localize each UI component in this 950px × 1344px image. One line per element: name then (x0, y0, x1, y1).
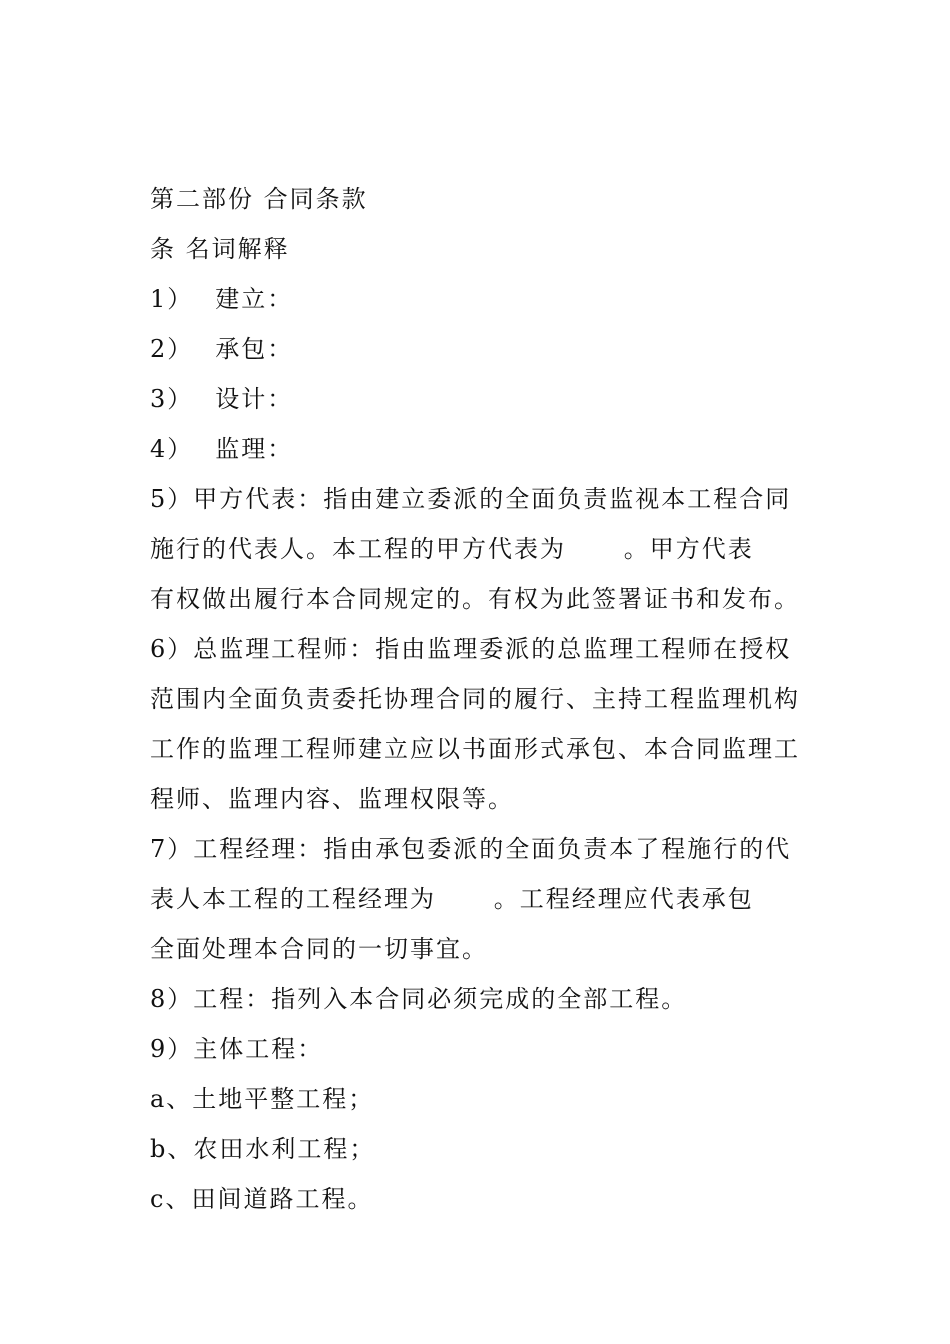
paragraph-line: 8）工程：指列入本合同必须完成的全部工程。 (150, 985, 688, 1013)
section-title: 第二部份 合同条款 (150, 185, 368, 213)
list-item (150, 274, 810, 324)
document-body (150, 174, 810, 1224)
list-item (150, 374, 810, 424)
paragraph-line: 全面处理本合同的一切事宜。 (150, 935, 488, 963)
item-number: 2） (150, 335, 194, 363)
article-title: 条 名词解释 (150, 235, 290, 263)
paragraph-line: 5）甲方代表：指由建立委派的全面负责监视本工程合同 (150, 485, 792, 513)
paragraph-line: 工作的监理工程师建立应以书面形式承包、本合同监理工 (150, 735, 800, 763)
sub-list-item: c、田间道路工程。 (150, 1185, 374, 1213)
list-item (150, 324, 810, 374)
sub-list-item: b、农田水利工程； (150, 1135, 376, 1163)
sub-list-item: a、土地平整工程； (150, 1085, 375, 1113)
paragraph-line: 有权做出履行本合同规定的。有权为此签署证书和发布。 (150, 585, 800, 613)
item-number: 3） (150, 385, 194, 413)
item-text: 建立： (215, 285, 294, 313)
list-item (150, 424, 810, 474)
paragraph-line: 6）总监理工程师：指由监理委派的总监理工程师在授权 (150, 635, 792, 663)
paragraph-line: 范围内全面负责委托协理合同的履行、主持工程监理机构 (150, 685, 800, 713)
item-number: 1） (150, 285, 194, 313)
item-number: 4） (150, 435, 194, 463)
paragraph-line: 9）主体工程： (150, 1035, 324, 1063)
item-text: 承包： (215, 335, 294, 363)
paragraph-line: 施行的代表人。本工程的甲方代表为 。甲方代表 (150, 535, 754, 563)
paragraph-line: 7）工程经理：指由承包委派的全面负责本了程施行的代 (150, 835, 792, 863)
paragraph-line: 程师、监理内容、监理权限等。 (150, 785, 514, 813)
item-text: 设计： (215, 385, 294, 413)
paragraph-line: 表人本工程的工程经理为 。工程经理应代表承包 (150, 885, 754, 913)
item-text: 监理： (215, 435, 294, 463)
